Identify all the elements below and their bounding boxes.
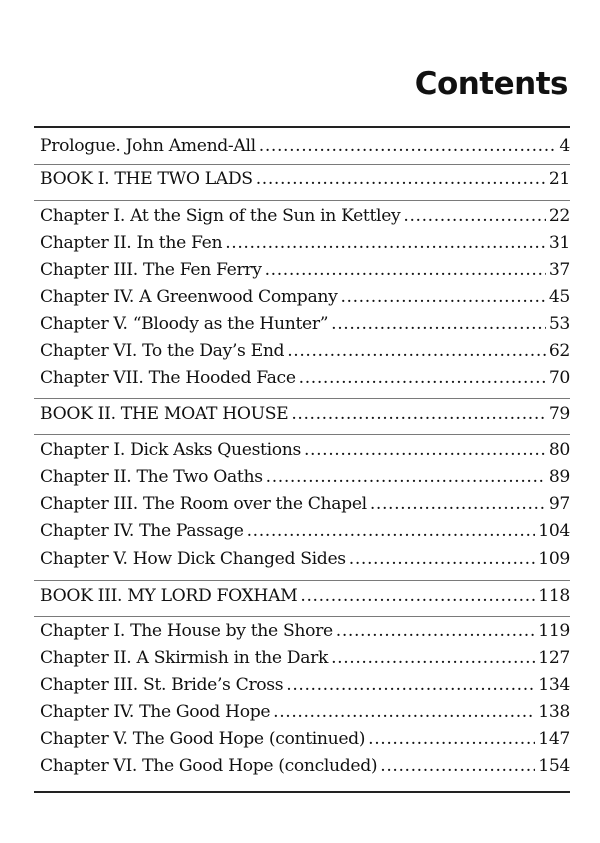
entry-title: Chapter V. “Bloody as the Hunter”	[40, 314, 329, 334]
toc-entry	[40, 233, 570, 259]
entry-title: Chapter VII. The Hooded Face	[40, 368, 296, 388]
toc-entry	[40, 260, 570, 286]
entry-page-number: 104	[538, 521, 570, 541]
dot-leader	[256, 169, 546, 189]
entry-page-number: 97	[548, 494, 570, 514]
entry-title: Chapter VI. To the Day’s End	[40, 341, 285, 361]
entry-title: Chapter I. The House by the Shore	[40, 621, 333, 641]
dot-leader	[287, 341, 546, 361]
dot-leader	[300, 586, 535, 606]
dot-leader	[370, 494, 546, 514]
entry-title: Chapter II. A Skirmish in the Dark	[40, 648, 329, 668]
toc-entry	[40, 494, 570, 520]
toc-entry	[40, 648, 570, 674]
entry-page-number: 119	[538, 621, 570, 641]
section-divider	[34, 434, 570, 435]
bottom-rule	[34, 791, 570, 793]
entry-page-number: 118	[538, 586, 570, 606]
dot-leader	[349, 549, 535, 569]
dot-leader	[265, 260, 546, 280]
dot-leader	[331, 314, 546, 334]
entry-title: Chapter III. The Room over the Chapel	[40, 494, 367, 514]
entry-title: Chapter I. At the Sign of the Sun in Kettley	[40, 206, 401, 226]
toc-entry	[40, 440, 570, 466]
toc-entry	[40, 702, 570, 728]
toc-entry	[40, 729, 570, 755]
entry-title: Chapter III. The Fen Ferry	[40, 260, 262, 280]
entry-title: Chapter VI. The Good Hope (concluded)	[40, 756, 378, 776]
entry-title: Chapter V. The Good Hope (continued)	[40, 729, 366, 749]
entry-title: Chapter III. St. Bride’s Cross	[40, 675, 284, 695]
dot-leader	[291, 404, 546, 424]
dot-leader	[266, 467, 546, 487]
toc-entry	[40, 467, 570, 493]
entry-title: BOOK III. MY LORD FOXHAM	[40, 586, 298, 606]
entry-page-number: 89	[548, 467, 570, 487]
dot-leader	[286, 675, 535, 695]
dot-leader	[331, 648, 535, 668]
dot-leader	[403, 206, 545, 226]
entry-page-number: 4	[559, 136, 570, 156]
toc-entry	[40, 206, 570, 232]
section-divider	[34, 200, 570, 201]
toc-entry	[40, 586, 570, 612]
toc-entry	[40, 368, 570, 394]
toc-entry	[40, 756, 570, 782]
dot-leader	[225, 233, 546, 253]
entry-page-number: 31	[548, 233, 570, 253]
dot-leader	[299, 368, 546, 388]
entry-page-number: 22	[548, 206, 570, 226]
entry-page-number: 147	[538, 729, 570, 749]
section-divider	[34, 580, 570, 581]
section-divider	[34, 164, 570, 165]
page-title: Contents	[414, 66, 568, 102]
entry-page-number: 70	[548, 368, 570, 388]
entry-title: Chapter IV. The Good Hope	[40, 702, 271, 722]
entry-page-number: 37	[548, 260, 570, 280]
entry-page-number: 53	[548, 314, 570, 334]
toc-entry	[40, 549, 570, 575]
entry-title: Chapter II. The Two Oaths	[40, 467, 263, 487]
toc-entry	[40, 341, 570, 367]
entry-page-number: 109	[538, 549, 570, 569]
toc-entry	[40, 287, 570, 313]
entry-title: Prologue. John Amend-All	[40, 136, 256, 156]
dot-leader	[340, 287, 545, 307]
toc-entry	[40, 314, 570, 340]
entry-page-number: 127	[538, 648, 570, 668]
toc-entry	[40, 521, 570, 547]
dot-leader	[368, 729, 535, 749]
entry-page-number: 45	[548, 287, 570, 307]
entry-page-number: 154	[538, 756, 570, 776]
dot-leader	[304, 440, 546, 460]
entry-title: Chapter IV. The Passage	[40, 521, 244, 541]
entry-title: Chapter II. In the Fen	[40, 233, 223, 253]
entry-title: BOOK I. THE TWO LADS	[40, 169, 253, 189]
entry-page-number: 79	[548, 404, 570, 424]
entry-page-number: 62	[548, 341, 570, 361]
dot-leader	[380, 756, 535, 776]
toc-entry	[40, 621, 570, 647]
entry-title: Chapter I. Dick Asks Questions	[40, 440, 301, 460]
toc-entry	[40, 169, 570, 195]
dot-leader	[336, 621, 535, 641]
entry-page-number: 80	[548, 440, 570, 460]
dot-leader	[273, 702, 535, 722]
entry-page-number: 21	[548, 169, 570, 189]
toc-entry	[40, 404, 570, 430]
entry-page-number: 134	[538, 675, 570, 695]
section-divider	[34, 616, 570, 617]
toc-entry	[40, 136, 570, 162]
entry-title: Chapter IV. A Greenwood Company	[40, 287, 338, 307]
top-rule	[34, 126, 570, 128]
section-divider	[34, 398, 570, 399]
toc-entry	[40, 675, 570, 701]
entry-title: Chapter V. How Dick Changed Sides	[40, 549, 346, 569]
dot-leader	[259, 136, 557, 156]
dot-leader	[247, 521, 536, 541]
entry-title: BOOK II. THE MOAT HOUSE	[40, 404, 289, 424]
entry-page-number: 138	[538, 702, 570, 722]
